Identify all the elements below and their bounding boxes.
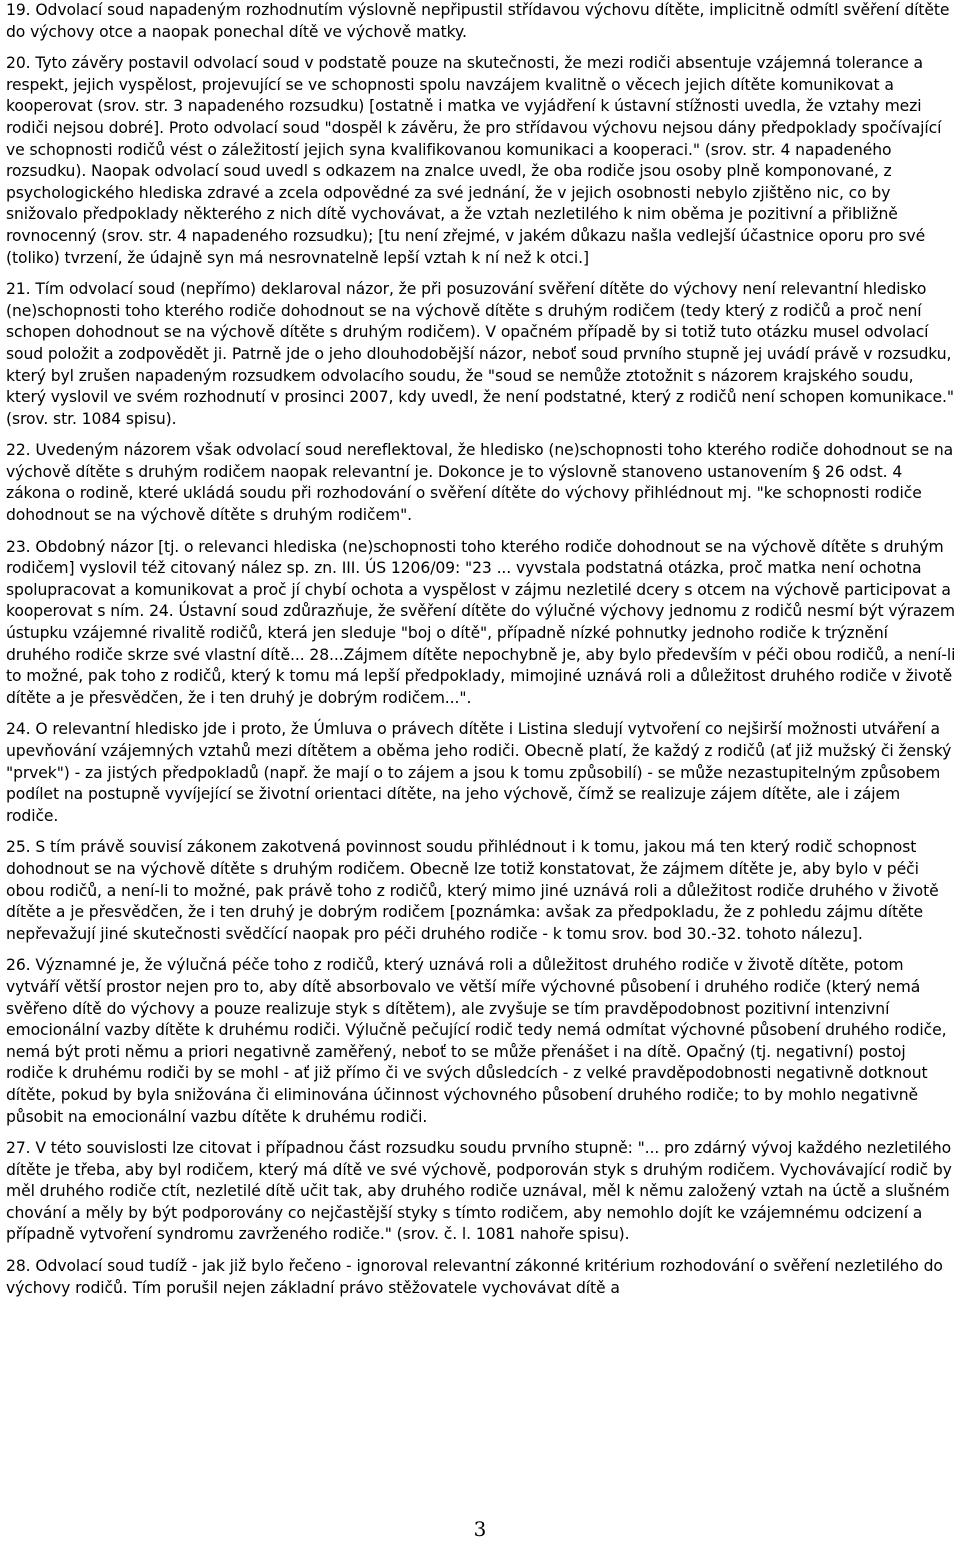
paragraph-23: 23. Obdobný názor [tj. o relevanci hlediska (ne)schopnosti toho kterého rodiče dohodnout se na výchově dítěte s druhým rodičem] vyslovil též citovaný nález sp. zn. III. ÚS 1206/09: "23 ... vyvstala podstatná otázka, proč matka není ochotna spolupracovat a komunikovat a proč jí chybí ochota a vyspělost v zájmu nezletilé dcery s otcem na výchově participovat a kooperovat s ním. 24. Ústavní soud zdůrazňuje, že svěření dítěte do výlučné výchovy jednomu z rodičů nesmí být výrazem ústupku vzájemné rivalitě rodičů, která jen sleduje "boj o dítě", případně nízké pohnutky jednoho rodiče k trýznění druhého rodiče skrze své vlastní dítě... 28...Zájmem dítěte nepochybně je, aby bylo především v péči obou rodičů, a není-li to možné, pak toho z rodičů, který k tomu má lepší předpoklady, mimojiné uznává roli a důležitost druhého rodiče v životě dítěte a je přesvědčen, že i ten druhý je dobrým rodičem...". bbox=[6, 537, 956, 707]
document-body bbox=[6, 0, 956, 1309]
paragraph-24: 24. O relevantní hledisko jde i proto, že Úmluva o právech dítěte i Listina sledují vytvoření co nejširší možnosti utváření a upevňování vzájemných vztahů mezi dítětem a oběma jeho rodiči. Obecně platí, že každý z rodičů (ať již mužský či ženský "prvek") - za jistých předpokladů (např. že mají o to zájem a jsou k tomu způsobilí) - se může nezastupitelným způsobem podílet na postupně vyvíjející se životní orientaci dítěte, na jeho výchově, čímž se realizuje zájem dítěte, ale i zájem rodiče. bbox=[6, 720, 952, 825]
paragraph-19: 19. Odvolací soud napadeným rozhodnutím výslovně nepřipustil střídavou výchovu dítěte, implicitně odmítl svěření dítěte do výchovy otce a naopak ponechal dítě ve výchově matky. bbox=[6, 1, 950, 41]
paragraph-28: 28. Odvolací soud tudíž - jak již bylo řečeno - ignoroval relevantní zákonné kritérium rozhodování o svěření nezletilého do výchovy rodičů. Tím porušil nejen základní právo stěžovatele vychovávat dítě a bbox=[6, 1257, 943, 1297]
paragraph-20: 20. Tyto závěry postavil odvolací soud v podstatě pouze na skutečnosti, že mezi rodiči absentuje vzájemná tolerance a respekt, jejich vyspělost, projevující se ve schopnosti spolu navzájem kvalitně o věcech jejich dítěte komunikovat a kooperovat (srov. str. 3 napadeného rozsudku) [ostatně i matka ve vyjádření k ústavní stížnosti uvedla, že vztahy mezi rodiči nejsou dobré]. Proto odvolací soud "dospěl k závěru, že pro střídavou výchovu nejsou dány předpoklady spočívající ve schopnosti rodičů vést o záležitostí jejich syna kvalifikovanou komunikaci a kooperaci." (srov. str. 4 napadeného rozsudku). Naopak odvolací soud uvedl s odkazem na znalce uvedl, že oba rodiče jsou osoby plně komponované, z psychologického hlediska zdravé a zcela odpovědné za své jednání, že v jejich osobnosti nebylo zjištěno nic, co by snižovalo předpoklady některého z nich dítě vychovávat, a že vztah nezletilého k nim oběma je pozitivní a přibližně rovnocenný (srov. str. 4 napadeného rozsudku); [tu není zřejmé, v jakém důkazu našla vedlejší účastnice oporu pro své (toliko) tvrzení, že údajně syn má nesrovnatelně lepší vztah k ní než k otci.] bbox=[6, 54, 942, 267]
paragraph-27: 27. V této souvislosti lze citovat i případnou část rozsudku soudu prvního stupně: "... pro zdárný vývoj každého nezletilého dítěte je třeba, aby byl rodičem, který má dítě ve své výchově, podporován styk s druhým rodičem. Vychovávající rodič by měl druhého rodiče ctít, nezletilé dítě učit tak, aby druhého rodiče uznával, měl k němu založený vztah na úctě a slušném chování a měly by být podporovány co nejčastější styky s tímto rodičem, aby nemohlo dojít ke vzájemnému odcizení a případně vytvoření syndromu zavrženého rodiče." (srov. č. l. 1081 nahoře spisu). bbox=[6, 1139, 952, 1244]
paragraph-21: 21. Tím odvolací soud (nepřímo) deklaroval názor, že při posuzování svěření dítěte do výchovy není relevantní hledisko (ne)schopnosti toho kterého rodiče dohodnout se na výchově dítěte s druhým rodičem (tedy který z rodičů a proč není schopen dohodnout se na výchově dítěte s druhým rodičem). V opačném případě by si totiž tuto otázku musel odvolací soud položit a zodpovědět ji. Patrně jde o jeho dlouhodobější názor, neboť soud prvního stupně jej uvádí právě v rozsudku, který byl zrušen napadeným rozsudkem odvolacího soudu, že "soud se nemůže ztotožnit s názorem krajského soudu, který vyslovil ve svém rozhodnutí v prosinci 2007, kdy uvedl, že není podstatné, který z rodičů není schopen komunikace." (srov. str. 1084 spisu). bbox=[6, 280, 954, 428]
paragraph-22: 22. Uvedeným názorem však odvolací soud nereflektoval, že hledisko (ne)schopnosti toho kterého rodiče dohodnout se na výchově dítěte s druhým rodičem naopak relevantní je. Dokonce je to výslovně stanoveno ustanovením § 26 odst. 4 zákona o rodině, které ukládá soudu při rozhodování o svěření dítěte do výchovy přihlédnout mj. "ke schopnosti rodiče dohodnout se na výchově dítěte s druhým rodičem". bbox=[6, 441, 954, 525]
paragraph-26: 26. Významné je, že výlučná péče toho z rodičů, který uznává roli a důležitost druhého rodiče v životě dítěte, potom vytváří větší prostor nejen pro to, aby dítě absorbovalo ve větší míře výchovné působení i druhého rodiče (který nemá svěřeno dítě do výchovy a pouze realizuje styk s dítětem), ale zvyšuje se tím pravděpodobnost pozitivní intenzivní emocionální vazby dítěte k druhému rodiči. Výlučně pečující rodič tedy nemá odmítat výchovné působení druhého rodiče, nemá být proti němu a priori negativně zaměřený, neboť to se může přenášet i na dítě. Opačný (tj. negativní) postoj rodiče k druhému rodiči by se mohl - ať již přímo či ve svých důsledcích - z velké pravděpodobnosti negativně dotknout dítěte, pokud by byla snižována či eliminována účinnost výchovného působení druhého rodiče; to by mohlo negativně působit na emocionální vazbu dítěte k druhému rodiči. bbox=[6, 956, 947, 1126]
paragraph-25: 25. S tím právě souvisí zákonem zakotvená povinnost soudu přihlédnout i k tomu, jakou má ten který rodič schopnost dohodnout se na výchově dítěte s druhým rodičem. Obecně lze totiž konstatovat, že zájmem dítěte je, aby bylo v péči obou rodičů, a není-li to možné, pak právě toho z rodičů, který mimo jiné uznává roli a důležitost rodiče druhého v životě dítěte a je přesvědčen, že i ten druhý je dobrým rodičem [poznámka: avšak za předpokladu, že z pohledu zájmu dítěte nepřevažují jiné skutečnosti svědčící naopak pro péči druhého rodiče - k tomu srov. bod 30.-32. tohoto nálezu]. bbox=[6, 838, 939, 943]
page-number: 3 bbox=[473, 1517, 487, 1541]
